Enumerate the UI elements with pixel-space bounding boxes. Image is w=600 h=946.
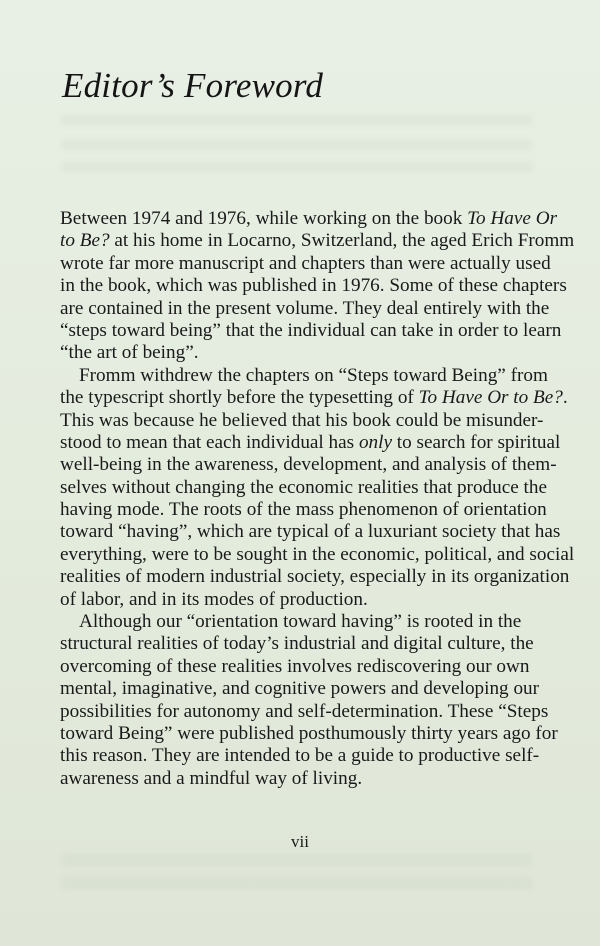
text-line: [60, 387, 568, 409]
text-line: [60, 252, 551, 275]
paragraph: [60, 364, 575, 611]
text-run: stood to mean that each individual has: [60, 431, 359, 453]
text-line: [60, 566, 570, 588]
text-line: [60, 319, 562, 342]
text-line: [60, 543, 575, 566]
text-line: [60, 722, 558, 745]
text-run: the typescript shortly before the typesetting of: [60, 387, 419, 409]
text-run: structural realities of today’s industrial and digital culture, the: [60, 633, 534, 655]
text-run: selves without changing the economic realities that produce the: [60, 476, 547, 498]
text-line: [60, 589, 471, 611]
text-run: .: [562, 387, 568, 409]
show-through-text: [62, 162, 532, 172]
paragraph: [60, 611, 558, 790]
text-run: overcoming of these realities involves rediscovering our own: [60, 655, 530, 677]
body-text: [60, 208, 575, 790]
text-run: having mode. The roots of the mass phenomenon of orientation: [60, 499, 547, 521]
text-line: [60, 208, 558, 230]
text-line: [60, 768, 471, 790]
page-number: vii: [291, 832, 309, 851]
text-line: [60, 431, 561, 454]
text-run: Fromm withdrew the chapters on “Steps toward Being” from: [79, 364, 548, 386]
text-line: [60, 678, 540, 700]
italic-text: only: [358, 431, 392, 453]
text-line: [60, 633, 534, 655]
text-run: possibilities for autonomy and self-determination. These “Steps: [60, 700, 549, 722]
text-line: [60, 611, 522, 633]
text-run: Between 1974 and 1976, while working on the book: [60, 208, 468, 229]
text-run: at his home in Locarno, Switzerland, the aged Erich Fromm: [109, 230, 575, 252]
text-line: [60, 364, 548, 387]
chapter-title: Editor’s Foreword: [62, 66, 324, 105]
show-through-text: [62, 140, 532, 150]
text-run: everything, were to be sought in the economic, political, and social: [60, 543, 575, 565]
show-through-text: [62, 115, 532, 125]
italic-text: To Have Or to Be?: [418, 387, 563, 409]
text-line: [60, 655, 530, 678]
text-line: [60, 745, 540, 767]
text-run: in the book, which was published in 1976. Some of these chapters: [60, 275, 567, 297]
text-run: toward Being” were published posthumously thirty years ago for: [60, 722, 558, 744]
show-through-text: [62, 855, 532, 865]
text-run: of labor, and in its modes of production.: [60, 588, 368, 610]
text-run: “the art of being”.: [60, 342, 199, 364]
text-run: Although our “orientation toward having” is rooted in the: [79, 611, 522, 633]
show-through-text: [62, 878, 532, 888]
text-run: toward “having”, which are typical of a luxuriant society that has: [60, 521, 561, 543]
text-run: to search for spiritual: [391, 431, 561, 453]
text-line: [60, 499, 547, 521]
text-line: [60, 275, 567, 297]
text-line: [60, 342, 471, 364]
text-line: [60, 476, 547, 499]
text-run: well-being in the awareness, development, and analysis of them-: [60, 454, 557, 476]
text-line: [60, 230, 575, 252]
italic-text: to Be?: [60, 230, 110, 252]
italic-text: To Have Or: [467, 208, 558, 229]
text-run: mental, imaginative, and cognitive powers and developing our: [60, 678, 540, 700]
text-run: this reason. They are intended to be a guide to productive self-: [60, 745, 540, 767]
text-line: [60, 409, 544, 432]
text-line: [60, 521, 561, 543]
paragraph: [60, 208, 575, 365]
text-run: “steps toward being” that the individual can take in order to learn: [60, 319, 562, 341]
text-line: [60, 700, 549, 723]
text-line: [60, 297, 550, 320]
text-run: awareness and a mindful way of living.: [60, 767, 363, 789]
text-line: [60, 454, 557, 476]
text-run: This was because he believed that his book could be misunder-: [60, 409, 544, 431]
text-run: realities of modern industrial society, especially in its organization: [60, 566, 570, 588]
text-run: wrote far more manuscript and chapters than were actually used: [60, 252, 551, 274]
text-run: are contained in the present volume. They deal entirely with the: [60, 297, 550, 319]
